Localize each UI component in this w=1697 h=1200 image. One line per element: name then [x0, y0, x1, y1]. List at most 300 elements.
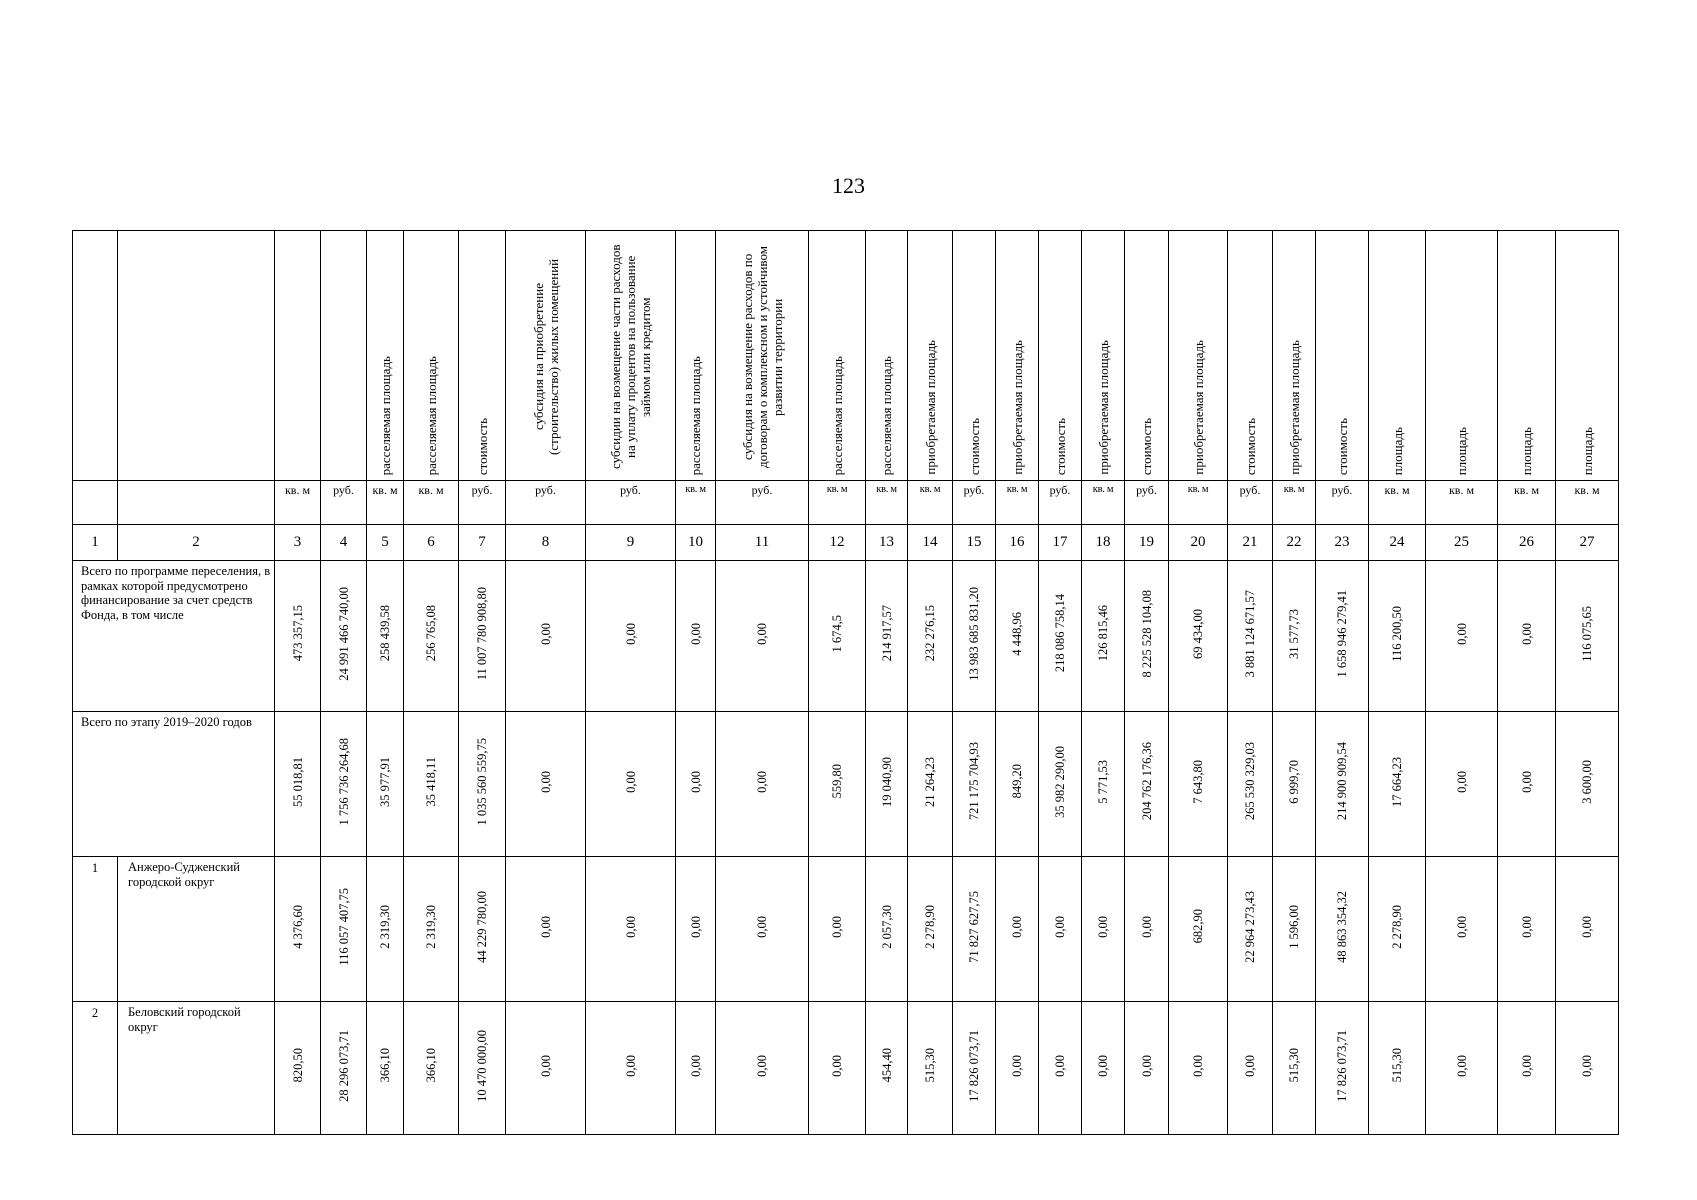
row-label: Анжеро-Судженский городской округ — [118, 857, 275, 1002]
value-cell — [459, 857, 506, 1002]
value-text: 0,00 — [1454, 1054, 1469, 1077]
column-number: 20 — [1169, 525, 1228, 561]
value-text: 265 530 329,03 — [1243, 742, 1257, 821]
value-text: 0,00 — [1519, 915, 1534, 938]
value-cell — [716, 857, 809, 1002]
unit-cell: руб. — [1316, 481, 1369, 525]
value-cell — [1082, 1002, 1125, 1135]
column-header — [809, 231, 866, 481]
column-number: 13 — [866, 525, 908, 561]
column-header-text: стоимость — [1052, 417, 1068, 475]
value-text: 4 376,60 — [290, 904, 305, 949]
value-text: 0,00 — [1096, 915, 1110, 938]
value-cell — [404, 712, 459, 857]
unit-cell: кв. м — [1273, 481, 1316, 525]
value-text: 0,00 — [623, 1054, 638, 1077]
value-text: 1 596,00 — [1287, 904, 1301, 949]
column-number: 18 — [1082, 525, 1125, 561]
value-cell — [459, 561, 506, 712]
value-cell — [1498, 857, 1556, 1002]
value-cell — [404, 561, 459, 712]
value-text: 0,00 — [538, 915, 553, 938]
column-header-text: расселяемая площадь — [423, 355, 439, 475]
value-cell — [275, 561, 321, 712]
column-number: 5 — [367, 525, 404, 561]
unit-cell: руб. — [1039, 481, 1082, 525]
column-number-row — [73, 525, 1619, 561]
value-cell — [1039, 712, 1082, 857]
value-cell — [1369, 561, 1426, 712]
value-cell — [1498, 1002, 1556, 1135]
value-text: 5 771,53 — [1096, 759, 1110, 804]
value-text: 515,30 — [1390, 1048, 1404, 1083]
value-text: 19 040,90 — [879, 756, 894, 807]
column-header — [73, 231, 118, 481]
value-cell — [1498, 712, 1556, 857]
column-number: 15 — [953, 525, 996, 561]
value-cell — [1369, 712, 1426, 857]
value-cell — [1273, 1002, 1316, 1135]
column-number: 8 — [506, 525, 586, 561]
column-header-text: расселяемая площадь — [879, 355, 894, 475]
row-number: 1 — [73, 857, 118, 1002]
value-text: 366,10 — [424, 1048, 438, 1083]
value-text: 24 991 466 740,00 — [336, 586, 351, 681]
value-cell — [275, 1002, 321, 1135]
value-text: 11 007 780 908,80 — [475, 586, 489, 681]
value-text: 218 086 758,14 — [1053, 594, 1067, 673]
value-text: 0,00 — [755, 1054, 769, 1077]
value-cell — [1228, 712, 1273, 857]
unit-cell: кв. м — [275, 481, 321, 525]
column-header-text: приобретаемая площадь — [1190, 340, 1206, 475]
column-header-text: площадь — [1389, 426, 1405, 475]
unit-cell: кв. м — [1369, 481, 1426, 525]
value-cell — [676, 712, 716, 857]
value-cell — [459, 712, 506, 857]
resettlement-table — [72, 230, 1619, 1135]
value-text: 116 075,65 — [1580, 605, 1594, 662]
column-number: 10 — [676, 525, 716, 561]
units-row — [73, 481, 1619, 525]
value-text: 0,00 — [538, 770, 553, 793]
value-cell — [716, 712, 809, 857]
unit-cell: руб. — [716, 481, 809, 525]
unit-cell: кв. м — [404, 481, 459, 525]
value-cell — [1125, 561, 1169, 712]
value-cell — [996, 712, 1039, 857]
column-number: 9 — [586, 525, 676, 561]
value-text: 0,00 — [538, 1054, 553, 1077]
column-header — [1369, 231, 1426, 481]
value-text: 214 917,57 — [879, 605, 894, 662]
column-header-text: расселяемая площадь — [688, 355, 703, 475]
column-header — [676, 231, 716, 481]
column-number: 17 — [1039, 525, 1082, 561]
column-header-text: стоимость — [1334, 417, 1350, 475]
value-cell — [1316, 1002, 1369, 1135]
column-header-text: приобретаемая площадь — [1286, 340, 1302, 475]
column-header — [1498, 231, 1556, 481]
column-header-text: площадь — [1579, 426, 1595, 475]
value-text: 559,80 — [830, 764, 844, 799]
value-cell — [459, 1002, 506, 1135]
column-header-text: стоимость — [966, 417, 982, 475]
column-header-text: расселяемая площадь — [829, 355, 845, 475]
value-cell — [1369, 1002, 1426, 1135]
value-cell — [1316, 857, 1369, 1002]
value-cell — [1426, 857, 1498, 1002]
unit-cell: кв. м — [908, 481, 953, 525]
value-cell — [1316, 712, 1369, 857]
value-text: 0,00 — [830, 1054, 844, 1077]
unit-cell: кв. м — [1426, 481, 1498, 525]
column-number: 26 — [1498, 525, 1556, 561]
value-cell — [953, 1002, 996, 1135]
column-header — [1125, 231, 1169, 481]
value-text: 0,00 — [755, 770, 769, 793]
value-text: 515,30 — [1287, 1048, 1301, 1083]
column-header — [953, 231, 996, 481]
unit-cell: руб. — [586, 481, 676, 525]
column-header — [459, 231, 506, 481]
column-header — [866, 231, 908, 481]
value-cell — [321, 857, 367, 1002]
value-text: 126 815,46 — [1096, 605, 1110, 662]
value-cell — [1082, 712, 1125, 857]
value-cell — [275, 857, 321, 1002]
value-text: 44 229 780,00 — [475, 890, 489, 963]
value-cell — [866, 712, 908, 857]
unit-cell: кв. м — [1498, 481, 1556, 525]
value-cell — [1228, 1002, 1273, 1135]
unit-cell: руб. — [1228, 481, 1273, 525]
value-cell — [1273, 857, 1316, 1002]
unit-cell: руб. — [506, 481, 586, 525]
unit-cell: руб. — [1125, 481, 1169, 525]
column-header — [118, 231, 275, 481]
value-text: 8 225 528 104,08 — [1139, 589, 1154, 678]
column-header-text: стоимость — [1139, 417, 1154, 475]
value-cell — [1273, 712, 1316, 857]
column-number: 14 — [908, 525, 953, 561]
unit-cell: кв. м — [866, 481, 908, 525]
column-header — [908, 231, 953, 481]
value-text: 71 827 627,75 — [967, 890, 981, 963]
value-text: 0,00 — [1053, 915, 1067, 938]
unit-cell: руб. — [321, 481, 367, 525]
column-number: 3 — [275, 525, 321, 561]
unit-cell — [73, 481, 118, 525]
value-cell — [506, 1002, 586, 1135]
unit-cell: кв. м — [1082, 481, 1125, 525]
value-cell — [586, 857, 676, 1002]
column-number: 4 — [321, 525, 367, 561]
value-text: 2 319,30 — [378, 904, 392, 949]
value-text: 0,00 — [623, 770, 638, 793]
value-cell — [1082, 561, 1125, 712]
column-header-text: субсидия на приобретение (строительство) жилых помещений — [530, 258, 561, 456]
value-text: 35 977,91 — [378, 756, 392, 807]
value-text: 48 863 354,32 — [1335, 890, 1349, 963]
value-text: 0,00 — [1519, 622, 1534, 645]
column-number: 12 — [809, 525, 866, 561]
column-number: 24 — [1369, 525, 1426, 561]
value-text: 35 418,11 — [424, 756, 438, 807]
value-text: 0,00 — [1053, 1054, 1067, 1077]
value-cell — [321, 712, 367, 857]
value-text: 0,00 — [688, 622, 703, 645]
value-text: 0,00 — [1580, 1054, 1594, 1077]
value-cell — [676, 561, 716, 712]
value-cell — [367, 712, 404, 857]
value-cell — [1426, 712, 1498, 857]
value-text: 0,00 — [1243, 1054, 1257, 1077]
column-header — [1426, 231, 1498, 481]
value-cell — [996, 1002, 1039, 1135]
value-cell — [953, 561, 996, 712]
column-header — [716, 231, 809, 481]
value-cell — [908, 857, 953, 1002]
value-text: 682,90 — [1191, 909, 1205, 944]
value-text: 0,00 — [1519, 770, 1534, 793]
value-text: 232 276,15 — [923, 605, 937, 662]
value-text: 116 200,50 — [1390, 605, 1404, 662]
value-cell — [321, 561, 367, 712]
value-text: 17 826 073,71 — [967, 1029, 981, 1102]
value-cell — [404, 1002, 459, 1135]
table-row — [73, 1002, 1619, 1135]
value-cell — [809, 712, 866, 857]
value-cell — [1316, 561, 1369, 712]
value-text: 473 357,15 — [290, 605, 305, 662]
value-text: 7 643,80 — [1191, 759, 1205, 804]
value-cell — [809, 857, 866, 1002]
value-cell — [1125, 857, 1169, 1002]
value-text: 515,30 — [923, 1048, 937, 1083]
column-number: 25 — [1426, 525, 1498, 561]
value-text: 13 983 685 831,20 — [967, 586, 981, 681]
value-text: 721 175 704,93 — [967, 742, 981, 821]
value-text: 0,00 — [1010, 915, 1024, 938]
column-number: 21 — [1228, 525, 1273, 561]
value-cell — [1556, 561, 1619, 712]
value-text: 0,00 — [1191, 1054, 1205, 1077]
unit-cell: кв. м — [367, 481, 404, 525]
column-header — [1228, 231, 1273, 481]
value-cell — [1039, 561, 1082, 712]
column-header-text: площадь — [1454, 426, 1469, 475]
value-cell — [1426, 1002, 1498, 1135]
unit-cell: руб. — [953, 481, 996, 525]
value-cell — [953, 712, 996, 857]
value-cell — [1556, 712, 1619, 857]
column-number: 11 — [716, 525, 809, 561]
value-text: 116 057 407,75 — [336, 887, 351, 966]
value-cell — [1125, 1002, 1169, 1135]
value-cell — [716, 1002, 809, 1135]
value-text: 2 057,30 — [879, 904, 894, 949]
column-header-text: стоимость — [474, 417, 490, 475]
value-text: 0,00 — [538, 622, 553, 645]
column-header-text: стоимость — [1242, 417, 1258, 475]
column-number: 19 — [1125, 525, 1169, 561]
value-cell — [1228, 857, 1273, 1002]
column-header — [1273, 231, 1316, 481]
value-text: 0,00 — [1580, 915, 1594, 938]
value-text: 0,00 — [688, 770, 703, 793]
value-text: 258 439,58 — [378, 605, 392, 662]
value-cell — [1426, 561, 1498, 712]
value-text: 22 964 273,43 — [1243, 890, 1257, 963]
column-number: 23 — [1316, 525, 1369, 561]
value-text: 31 577,73 — [1287, 608, 1301, 659]
value-text: 0,00 — [830, 915, 844, 938]
value-cell — [1556, 857, 1619, 1002]
column-header-text: приобретаемая площадь — [1095, 340, 1111, 475]
value-text: 366,10 — [378, 1048, 392, 1083]
column-number: 2 — [118, 525, 275, 561]
column-header — [1316, 231, 1369, 481]
column-header-text: площадь — [1519, 426, 1534, 475]
value-text: 0,00 — [1519, 1054, 1534, 1077]
value-cell — [866, 1002, 908, 1135]
header-row — [73, 231, 1619, 481]
value-cell — [586, 561, 676, 712]
value-cell — [1228, 561, 1273, 712]
value-cell — [908, 712, 953, 857]
page-number: 123 — [832, 173, 865, 198]
value-cell — [1369, 857, 1426, 1002]
value-text: 1 658 946 279,41 — [1335, 589, 1349, 678]
value-cell — [866, 857, 908, 1002]
value-text: 1 674,5 — [830, 614, 844, 653]
value-cell — [367, 1002, 404, 1135]
value-cell — [1169, 712, 1228, 857]
value-text: 0,00 — [623, 915, 638, 938]
column-number: 16 — [996, 525, 1039, 561]
column-number: 1 — [73, 525, 118, 561]
value-cell — [809, 561, 866, 712]
value-text: 2 278,90 — [1390, 904, 1404, 949]
column-header-text: субсидии на возмещение части расходов на уплату процентов на пользование займом или кредитом — [608, 244, 653, 470]
value-text: 256 765,08 — [424, 605, 438, 662]
column-header — [1169, 231, 1228, 481]
value-cell — [1498, 561, 1556, 712]
value-cell — [676, 857, 716, 1002]
value-cell — [586, 712, 676, 857]
column-header — [586, 231, 676, 481]
unit-cell — [118, 481, 275, 525]
column-number: 22 — [1273, 525, 1316, 561]
value-cell — [996, 561, 1039, 712]
unit-cell: кв. м — [996, 481, 1039, 525]
value-text: 3 881 124 671,57 — [1243, 589, 1257, 678]
value-text: 69 434,00 — [1191, 608, 1205, 659]
value-text: 21 264,23 — [923, 756, 937, 807]
unit-cell: кв. м — [809, 481, 866, 525]
value-text: 849,20 — [1010, 764, 1024, 799]
value-text: 0,00 — [688, 1054, 703, 1077]
value-text: 0,00 — [755, 622, 769, 645]
value-cell — [275, 712, 321, 857]
value-text: 0,00 — [1096, 1054, 1110, 1077]
column-header — [275, 231, 321, 481]
value-cell — [1039, 1002, 1082, 1135]
value-text: 0,00 — [1454, 770, 1469, 793]
value-cell — [506, 857, 586, 1002]
row-label: Беловский городской округ — [118, 1002, 275, 1135]
value-text: 2 319,30 — [424, 904, 438, 949]
column-header — [321, 231, 367, 481]
column-header — [367, 231, 404, 481]
value-cell — [1169, 561, 1228, 712]
value-text: 0,00 — [1139, 1054, 1154, 1077]
value-cell — [367, 857, 404, 1002]
value-cell — [1169, 857, 1228, 1002]
value-cell — [676, 1002, 716, 1135]
table-row — [73, 712, 1619, 857]
column-number: 6 — [404, 525, 459, 561]
unit-cell: руб. — [459, 481, 506, 525]
value-text: 214 900 909,54 — [1335, 742, 1349, 821]
value-cell — [953, 857, 996, 1002]
value-cell — [716, 561, 809, 712]
value-text: 454,40 — [879, 1048, 894, 1083]
column-number: 27 — [1556, 525, 1619, 561]
value-cell — [506, 561, 586, 712]
unit-cell: кв. м — [676, 481, 716, 525]
column-header — [1556, 231, 1619, 481]
column-header-text: приобретаемая площадь — [922, 340, 938, 475]
value-text: 0,00 — [755, 915, 769, 938]
row-label: Всего по программе переселения, в рамках которой предусмотрено финансирование за счет средств Фонда, в том числе — [73, 561, 275, 712]
value-text: 0,00 — [1139, 915, 1154, 938]
value-text: 0,00 — [688, 915, 703, 938]
column-header — [1039, 231, 1082, 481]
value-cell — [367, 561, 404, 712]
column-header — [996, 231, 1039, 481]
value-cell — [1556, 1002, 1619, 1135]
value-text: 28 296 073,71 — [336, 1029, 351, 1102]
value-text: 17 826 073,71 — [1335, 1029, 1349, 1102]
value-cell — [908, 561, 953, 712]
value-text: 2 278,90 — [923, 904, 937, 949]
value-cell — [996, 857, 1039, 1002]
value-text: 0,00 — [623, 622, 638, 645]
column-header — [404, 231, 459, 481]
value-text: 0,00 — [1454, 915, 1469, 938]
value-text: 3 600,00 — [1580, 759, 1594, 804]
value-text: 0,00 — [1010, 1054, 1024, 1077]
row-label: Всего по этапу 2019–2020 годов — [73, 712, 275, 857]
value-cell — [586, 1002, 676, 1135]
value-cell — [866, 561, 908, 712]
value-text: 6 999,70 — [1287, 759, 1301, 804]
table-row — [73, 857, 1619, 1002]
value-cell — [1082, 857, 1125, 1002]
value-cell — [1039, 857, 1082, 1002]
value-cell — [809, 1002, 866, 1135]
value-cell — [404, 857, 459, 1002]
value-cell — [1169, 1002, 1228, 1135]
value-text: 10 470 000,00 — [475, 1029, 489, 1102]
value-cell — [908, 1002, 953, 1135]
value-text: 1 035 560 559,75 — [475, 737, 489, 826]
value-text: 55 018,81 — [290, 756, 305, 807]
row-number: 2 — [73, 1002, 118, 1135]
value-text: 204 762 176,36 — [1139, 742, 1154, 821]
